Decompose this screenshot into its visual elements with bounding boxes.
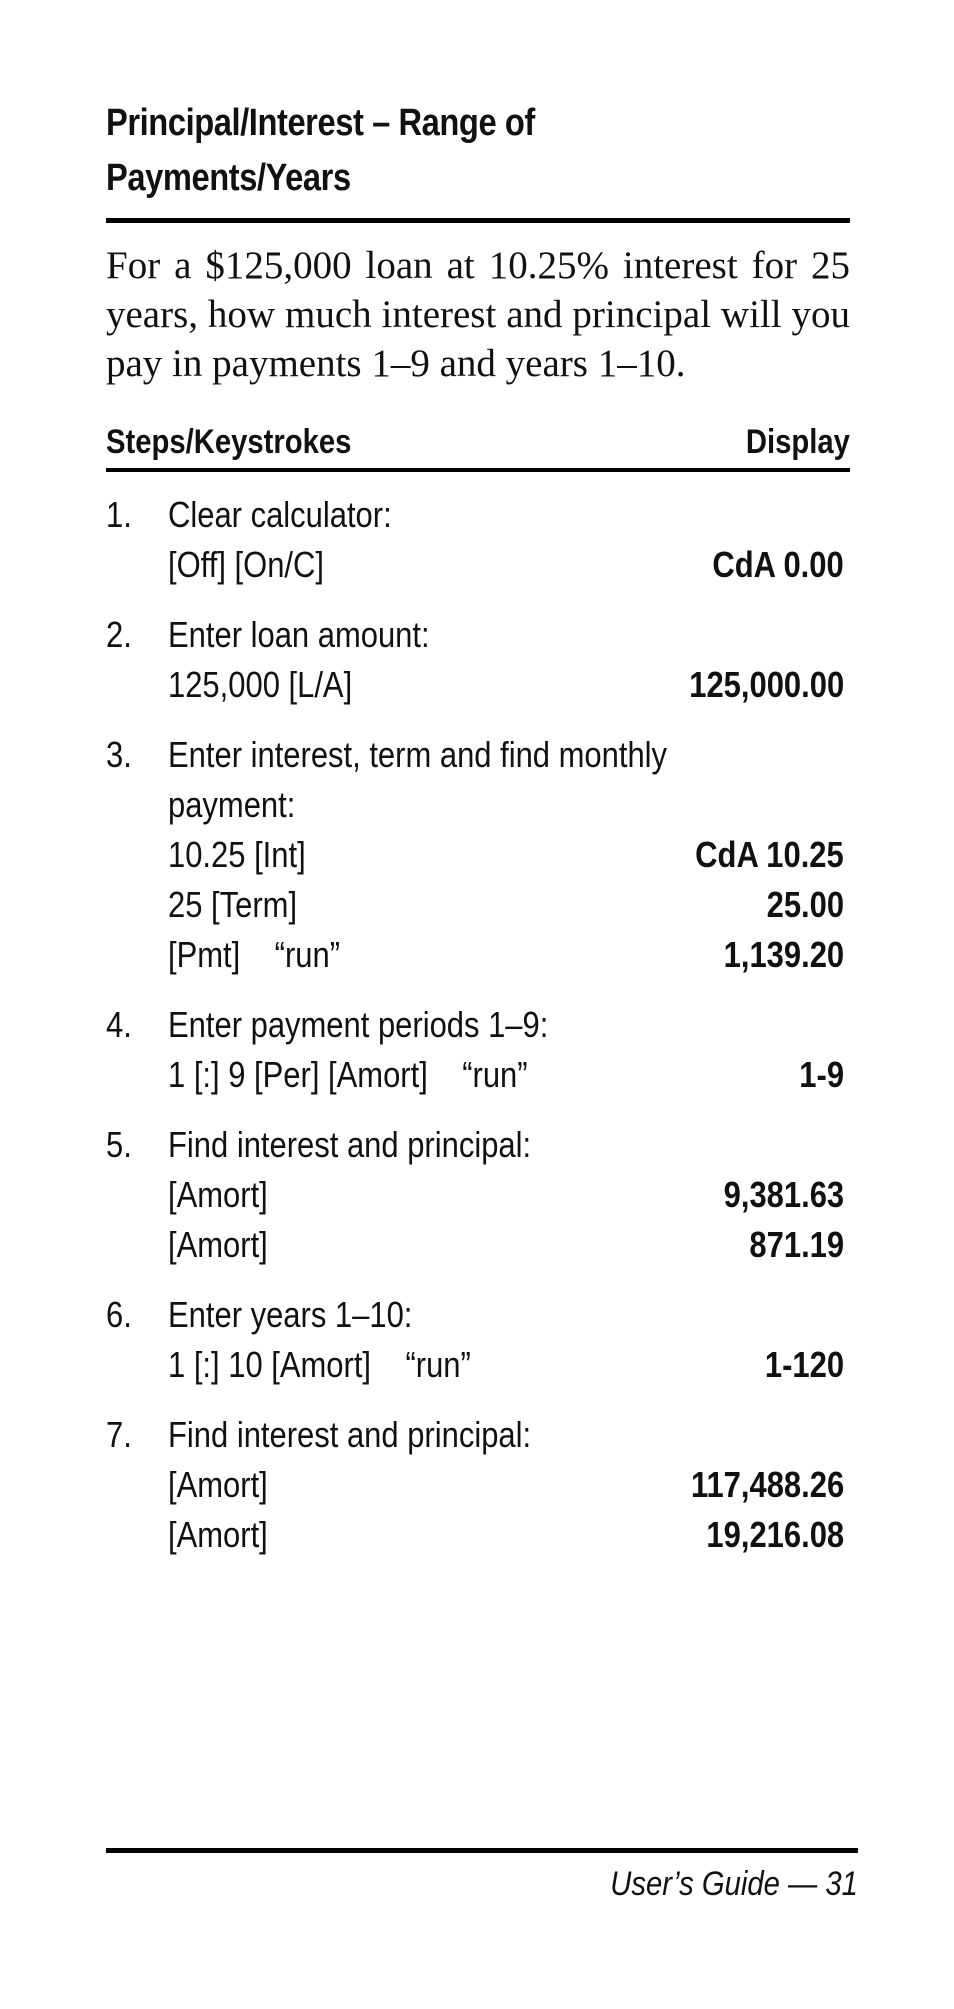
keystroke-row <box>168 1170 850 1220</box>
keystroke: 1 [:] 9 [Per] [Amort] “run” <box>168 1054 528 1095</box>
step-number: 2. <box>106 614 132 655</box>
manual-page <box>106 96 850 1580</box>
steps-keystrokes-header: Steps/Keystrokes <box>106 423 352 461</box>
step-number: 6. <box>106 1294 132 1335</box>
step-description: Find interest and principal: <box>168 1124 532 1165</box>
footer-rule <box>106 1848 858 1853</box>
title-rule <box>106 218 850 223</box>
step-number: 7. <box>106 1414 132 1455</box>
keystroke-row <box>168 930 850 980</box>
step-description: Enter payment periods 1–9: <box>168 1004 549 1045</box>
title-line-2: Payments/Years <box>106 157 351 199</box>
step-description: Enter interest, term and find monthly <box>168 734 668 775</box>
step-description: Enter loan amount: <box>168 614 430 655</box>
step-5 <box>106 1120 850 1270</box>
keystroke-row <box>168 1340 850 1390</box>
display-header: Display <box>745 423 850 461</box>
page-title <box>106 96 846 206</box>
step-2 <box>106 610 850 710</box>
keystroke: [Amort] <box>168 1174 268 1215</box>
step-description-continued: payment: <box>168 784 296 825</box>
keystroke-row <box>168 1460 850 1510</box>
display-value: 871.19 <box>749 1224 844 1265</box>
step-number: 3. <box>106 734 132 775</box>
keystroke: [Pmt] “run” <box>168 934 341 975</box>
keystroke: [Off] [On/C] <box>168 544 324 585</box>
display-value: 117,488.26 <box>690 1464 844 1505</box>
step-number: 4. <box>106 1004 132 1045</box>
keystroke: 10.25 [Int] <box>168 834 306 875</box>
step-number: 5. <box>106 1124 132 1165</box>
page-footer: User’s Guide — 31 <box>610 1865 858 1903</box>
display-value: 19,216.08 <box>706 1514 844 1555</box>
keystroke: [Amort] <box>168 1464 268 1505</box>
step-4 <box>106 1000 850 1100</box>
keystroke-row <box>168 660 850 710</box>
display-value: 125,000.00 <box>689 664 844 705</box>
step-6 <box>106 1290 850 1390</box>
keystroke: 25 [Term] <box>168 884 298 925</box>
step-1 <box>106 490 850 590</box>
step-description: Clear calculator: <box>168 494 392 535</box>
display-value: 25.00 <box>766 884 844 925</box>
step-number: 1. <box>106 494 132 535</box>
keystroke-row <box>168 1510 850 1560</box>
step-3 <box>106 730 850 980</box>
display-value: 1,139.20 <box>723 934 844 975</box>
display-value: 1-120 <box>764 1344 844 1385</box>
keystroke-row <box>168 880 850 930</box>
keystroke-row <box>168 830 850 880</box>
step-7 <box>106 1410 850 1560</box>
keystroke: [Amort] <box>168 1224 268 1265</box>
display-value: CdA 10.25 <box>695 834 844 875</box>
step-description: Enter years 1–10: <box>168 1294 413 1335</box>
keystroke-row <box>168 1220 850 1270</box>
display-value: CdA 0.00 <box>712 544 844 585</box>
keystroke: 125,000 [L/A] <box>168 664 353 705</box>
step-description: Find interest and principal: <box>168 1414 532 1455</box>
steps-list <box>106 490 850 1560</box>
keystroke-row <box>168 540 850 590</box>
display-value: 9,381.63 <box>723 1174 844 1215</box>
header-rule <box>106 468 850 472</box>
title-line-1: Principal/Interest – Range of <box>106 102 535 144</box>
keystroke: 1 [:] 10 [Amort] “run” <box>168 1344 471 1385</box>
keystroke-row <box>168 1050 850 1100</box>
table-header <box>106 420 850 464</box>
display-value: 1-9 <box>799 1054 844 1095</box>
keystroke: [Amort] <box>168 1514 268 1555</box>
intro-paragraph: For a $125,000 loan at 10.25% interest for 25 years, how much interest and principal will you pay in payments 1–9 and years 1–10. <box>106 244 850 385</box>
